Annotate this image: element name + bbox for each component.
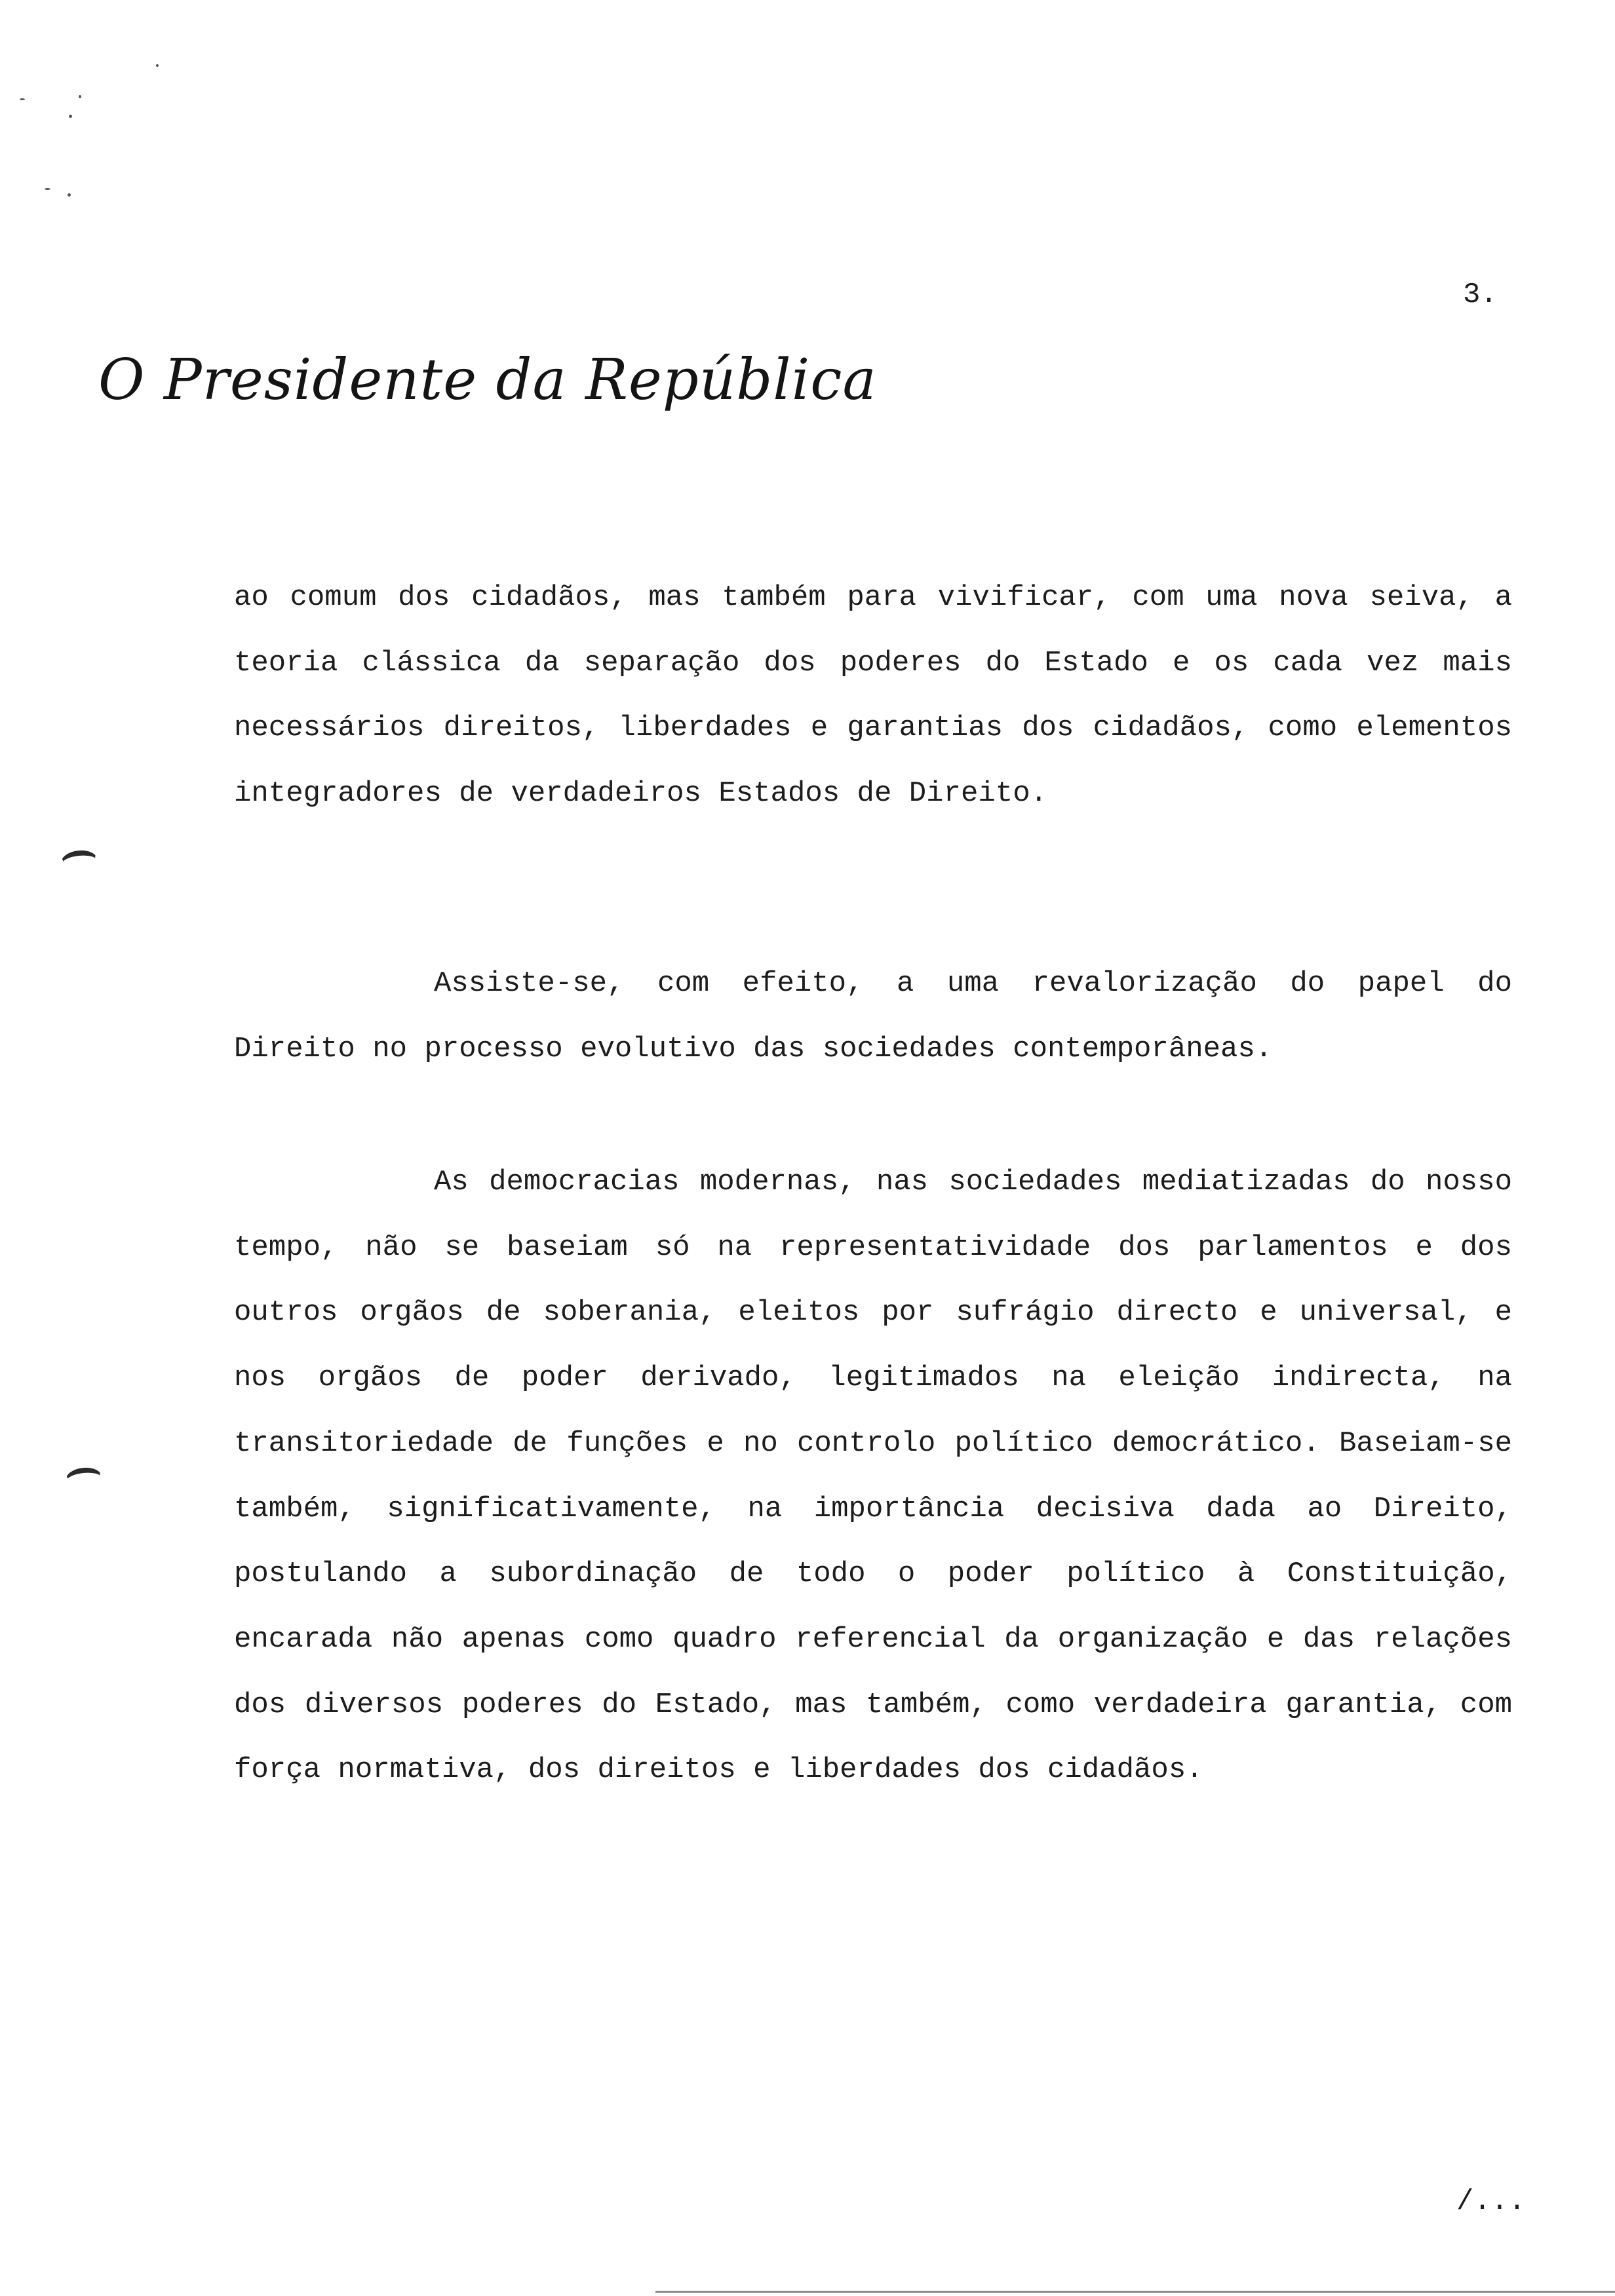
punch-hole-mark [64, 1466, 103, 1492]
paragraph-2-text: Assiste-se, com efeito, a uma revalorização do papel do Direito no processo evolutivo das sociedades contemporâneas. [234, 967, 1512, 1065]
scan-speck [156, 64, 159, 67]
continuation-mark: /... [1456, 2185, 1526, 2218]
footer-rule [655, 2291, 1615, 2293]
letterhead: O Presidente da República [98, 347, 877, 413]
punch-hole-mark [60, 849, 98, 875]
scan-speck [69, 115, 72, 118]
scan-speck [20, 98, 25, 100]
scan-speck [79, 95, 81, 98]
paragraph-3 [234, 1150, 1512, 1803]
page-number: 3. [1463, 278, 1498, 311]
paragraph-1-text: ao comum dos cidadãos, mas também para vivificar, com uma nova seiva, a teoria clássica da separação dos poderes do Estado e os cada vez mais necessários direitos, liberdades e garantias dos cidadãos, como elementos integradores de verdadeiros Estados de Direito. [234, 581, 1512, 811]
paragraph-3-text: As democracias modernas, nas sociedades mediatizadas do nosso tempo, não se baseiam só na representatividade dos parlamentos e dos outros orgãos de soberania, eleitos por sufrágio directo e universal, e nos orgãos de poder derivado, legitimados na eleição indirecta, na transitoriedade de funções e no controlo político democrático. Baseiam-se também, significativamente, na importância decisiva dada ao Direito, postulando a subordinação de todo o poder político à Constituição, encarada não apenas como quadro referencial da organização e das relações dos diversos poderes do Estado, mas também, como verdadeira garantia, com força normativa, dos direitos e liberdades dos cidadãos. [234, 1166, 1512, 1787]
scan-speck [68, 193, 71, 197]
scan-speck [45, 188, 50, 190]
paragraph-1 [234, 565, 1512, 827]
paragraph-2 [234, 951, 1512, 1082]
